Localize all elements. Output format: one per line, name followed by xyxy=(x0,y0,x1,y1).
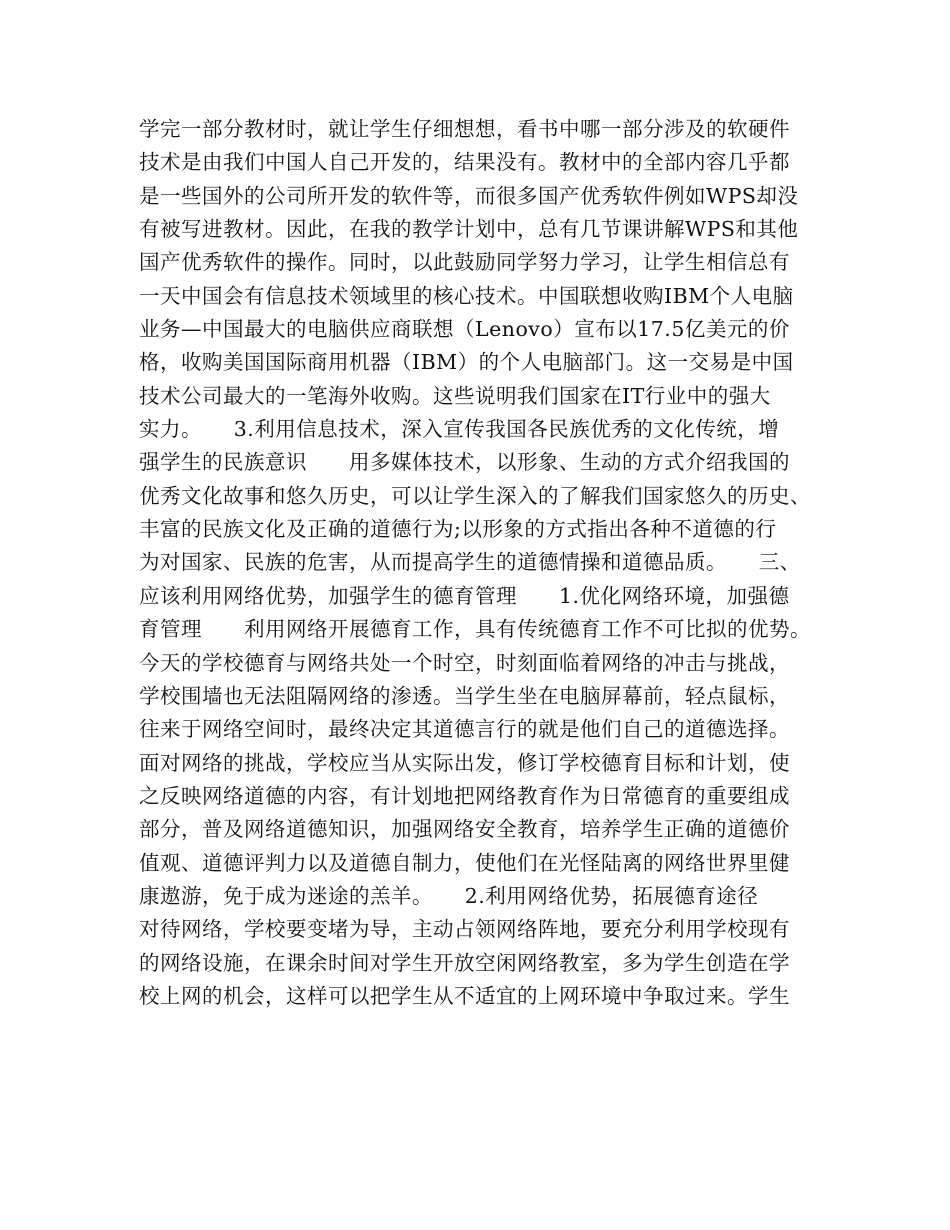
text-line: 校上网的机会，这样可以把学生从不适宜的上网环境中争取过来。学生 xyxy=(139,983,790,1008)
text-line: 是一些国外的公司所开发的软件等，而很多国产优秀软件例如WPS却没 xyxy=(139,183,799,208)
text-line: 强学生的民族意识 用多媒体技术，以形象、生动的方式介绍我国的 xyxy=(139,450,790,475)
text-line: 丰富的民族文化及正确的道德行为;以形象的方式指出各种不道德的行 xyxy=(139,517,777,542)
text-line: 优秀文化故事和悠久历史，可以让学生深入的了解我们国家悠久的历史、 xyxy=(139,483,811,508)
text-line: 学完一部分教材时，就让学生仔细想想，看书中哪一部分涉及的软硬件 xyxy=(139,117,790,141)
text-line: 往来于网络空间时，最终决定其道德言行的就是他们自己的道德选择。 xyxy=(139,717,790,742)
text-line: 的网络设施，在课余时间对学生开放空闲网络教室，多为学生创造在学 xyxy=(139,950,790,975)
text-line: 部分，普及网络道德知识，加强网络安全教育，培养学生正确的道德价 xyxy=(139,817,790,842)
text-line: 育管理 利用网络开展德育工作，具有传统德育工作不可比拟的优势。 xyxy=(139,617,811,642)
text-line: 面对网络的挑战，学校应当从实际出发，修订学校德育目标和计划，使 xyxy=(139,750,790,775)
text-line: 技术公司最大的一笔海外收购。这些说明我们国家在IT行业中的强大 xyxy=(139,383,771,408)
text-line: 一天中国会有信息技术领域里的核心技术。中国联想收购IBM个人电脑 xyxy=(139,283,794,308)
text-line: 有被写进教材。因此，在我的教学计划中，总有几节课讲解WPS和其他 xyxy=(139,217,799,242)
text-line: 实力。 3.利用信息技术，深入宣传我国各民族优秀的文化传统，增 xyxy=(139,417,780,442)
text-line: 对待网络，学校要变堵为导，主动占领网络阵地，要充分利用学校现有 xyxy=(139,917,790,942)
body-text xyxy=(139,113,839,1013)
text-line: 值观、道德评判力以及道德自制力，使他们在光怪陆离的网络世界里健 xyxy=(139,850,790,875)
text-line: 技术是由我们中国人自己开发的，结果没有。教材中的全部内容几乎都 xyxy=(139,150,790,175)
text-line: 格，收购美国国际商用机器（IBM）的个人电脑部门。这一交易是中国 xyxy=(139,350,794,375)
text-line: 今天的学校德育与网络共处一个时空，时刻面临着网络的冲击与挑战， xyxy=(139,650,790,675)
text-line: 学校围墙也无法阻隔网络的渗透。当学生坐在电脑屏幕前，轻点鼠标， xyxy=(139,683,790,708)
text-line: 应该利用网络优势，加强学生的德育管理 1.优化网络环境，加强德 xyxy=(139,583,790,608)
text-line: 国产优秀软件的操作。同时，以此鼓励同学努力学习，让学生相信总有 xyxy=(139,250,790,275)
text-line: 之反映网络道德的内容，有计划地把网络教育作为日常德育的重要组成 xyxy=(139,783,790,808)
text-line: 业务—中国最大的电脑供应商联想（Lenovo）宣布以17.5亿美元的价 xyxy=(139,317,790,342)
text-line: 康遨游，免于成为迷途的羔羊。 2.利用网络优势，拓展德育途径 xyxy=(139,883,759,908)
text-line: 为对国家、民族的危害，从而提高学生的道德情操和道德品质。 三、 xyxy=(139,550,801,575)
